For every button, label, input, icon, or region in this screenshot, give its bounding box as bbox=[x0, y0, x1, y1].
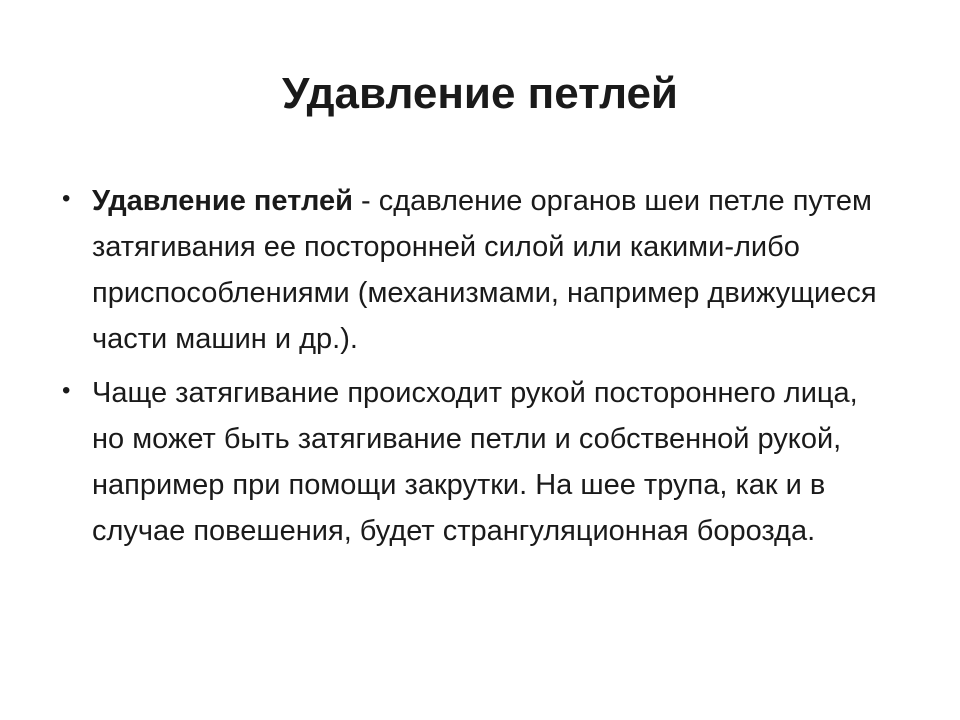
bullet-list bbox=[60, 178, 890, 562]
bullet-text: - сдавление органов шеи петле путем затягивания ее посторонней силой или какими-либо приспособлениями (механизмами, например движущиеся части машин и др.). bbox=[92, 185, 877, 355]
bullet-item-details bbox=[60, 370, 890, 554]
bullet-term: Удавление петлей bbox=[92, 185, 353, 217]
bullet-item-definition bbox=[60, 178, 890, 362]
bullet-text: Чаще затягивание происходит рукой постороннего лица, но может быть затягивание петли и собственной рукой, например при помощи закрутки. На шее трупа, как и в случае повешения, будет странгуляционная борозда. bbox=[92, 377, 858, 547]
bullet-icon: • bbox=[62, 377, 71, 404]
slide-title: Удавление петлей bbox=[282, 69, 678, 118]
bullet-icon: • bbox=[62, 185, 71, 212]
